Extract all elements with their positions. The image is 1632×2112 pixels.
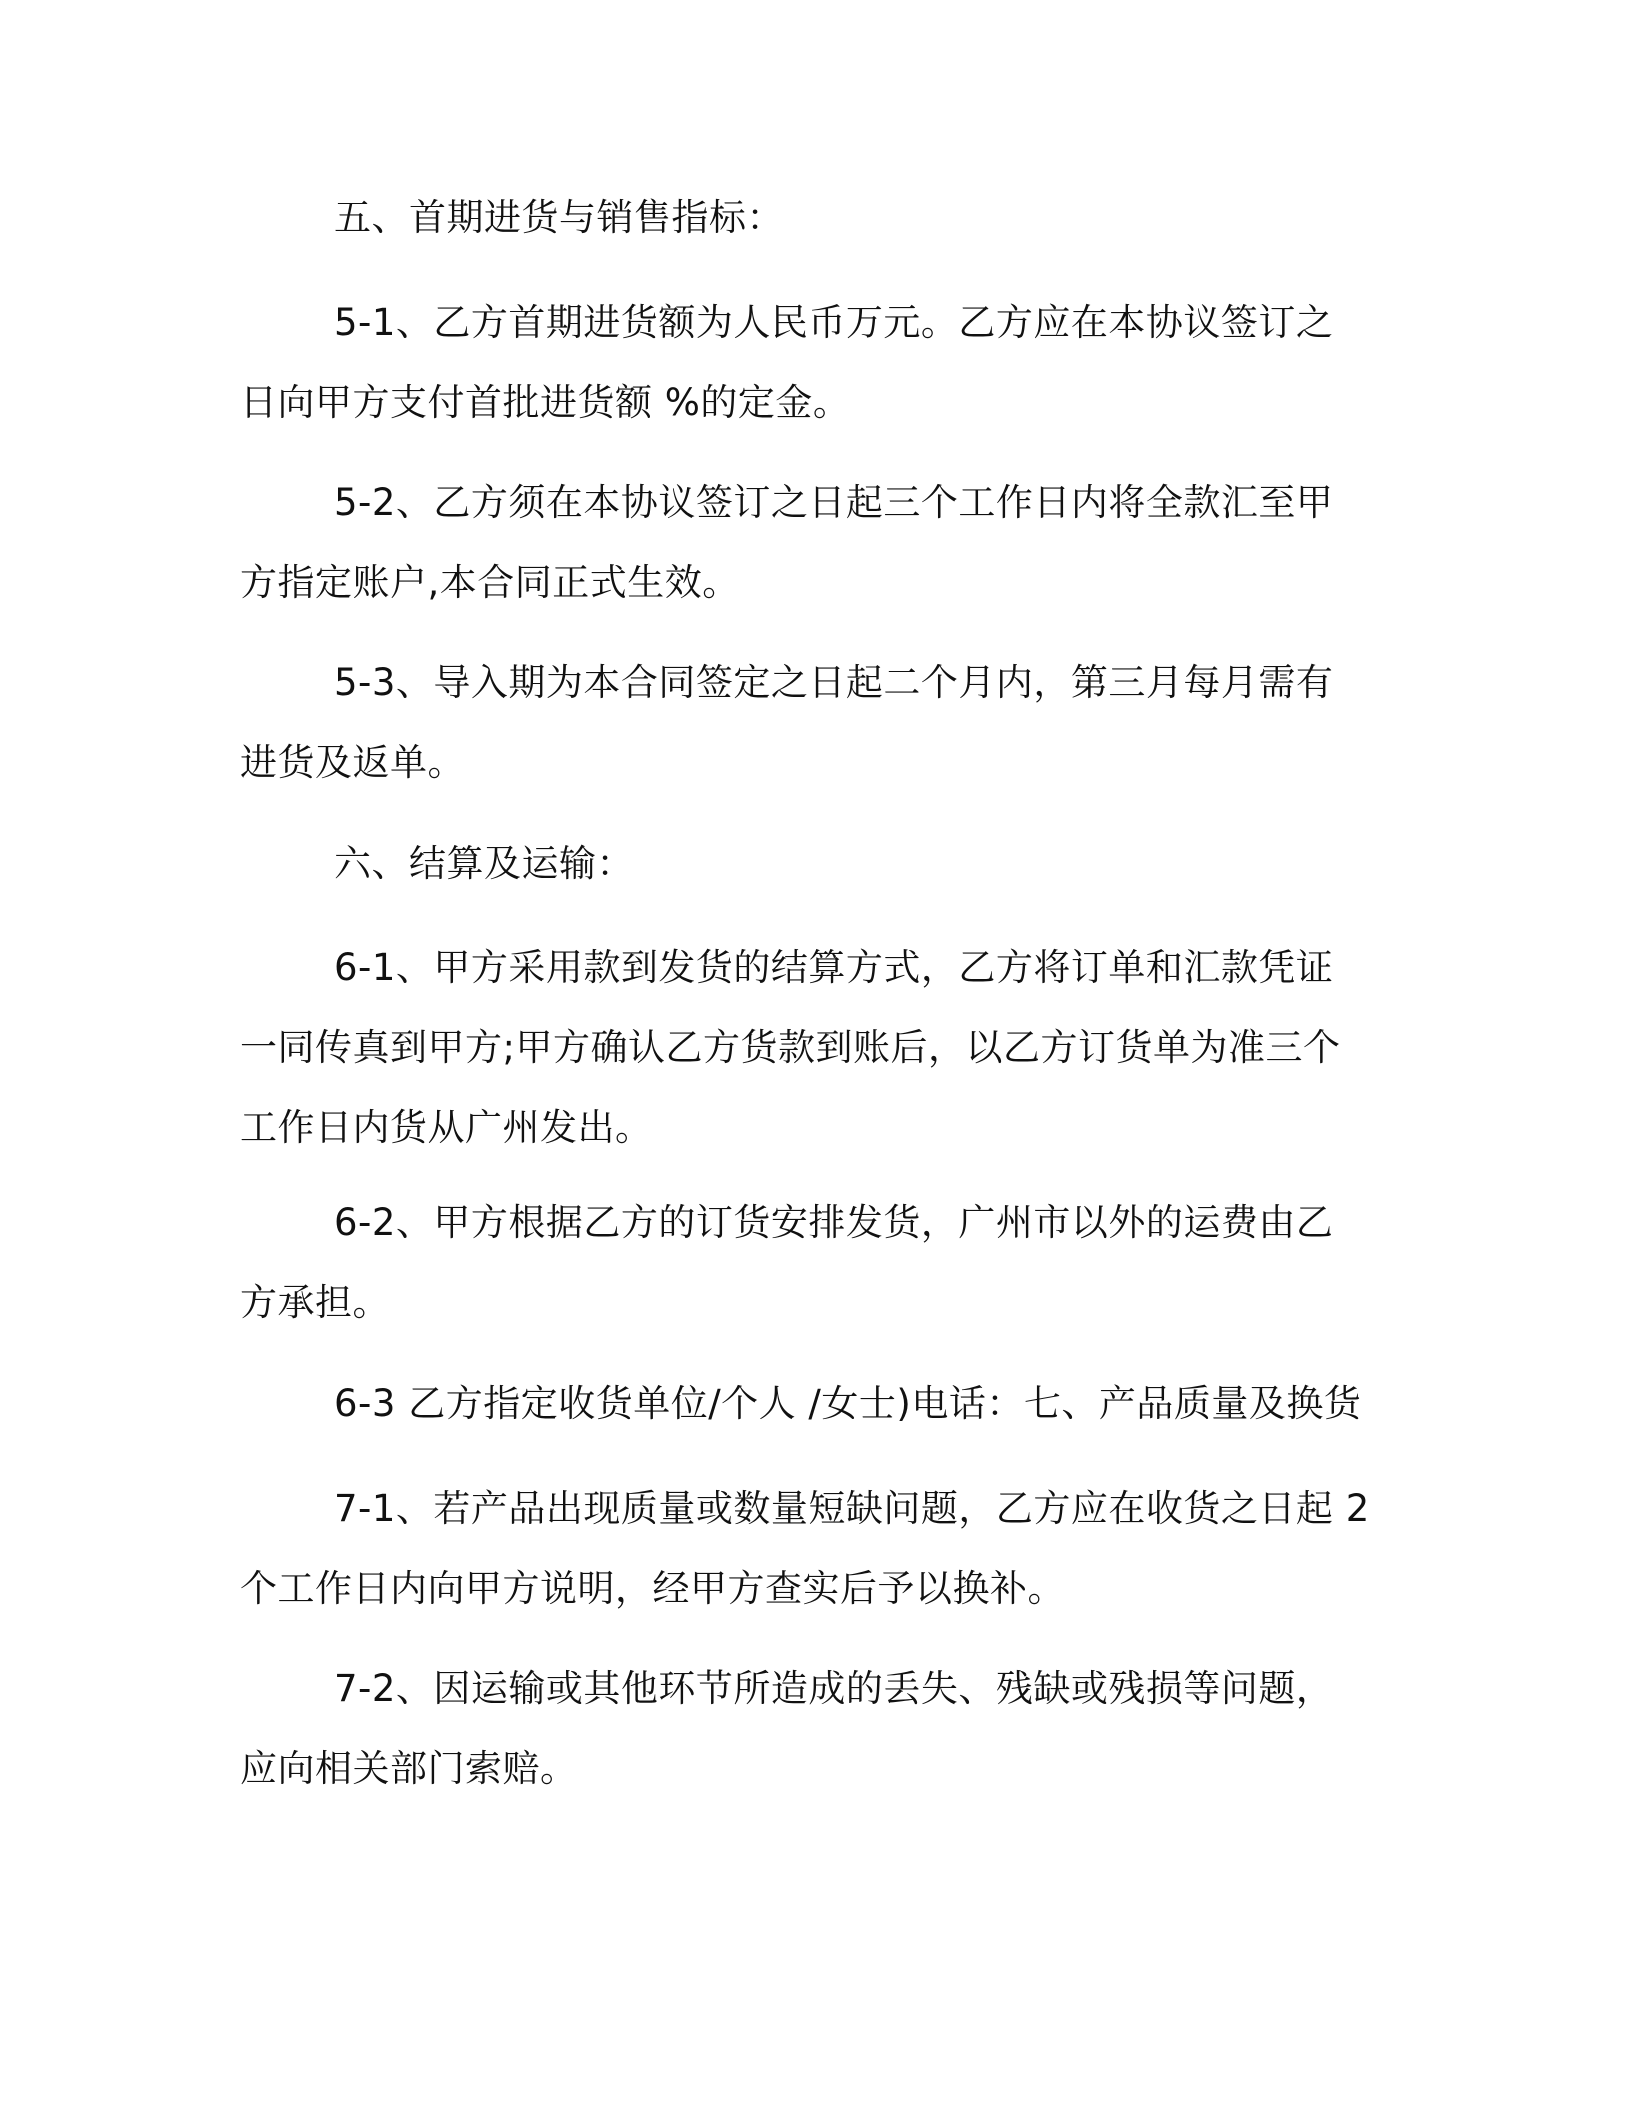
section-heading-6: 六、结算及运输： (334, 842, 634, 885)
clause-6-3: 6-3 乙方指定收货单位/个人 /女士)电话：七、产品质量及换货 (334, 1382, 1362, 1425)
clause-5-1: 5-1、乙方首期进货额为人民币万元。乙方应在本协议签订之日向甲方支付首批进货额 %的定金。 (240, 301, 1334, 424)
section-heading-5: 五、首期进货与销售指标： (334, 196, 784, 239)
clause-7-1: 7-1、若产品出现质量或数量短缺问题，乙方应在收货之日起 2个工作日内向甲方说明，经甲方查实后予以换补。 (240, 1487, 1370, 1610)
clause-7-2: 7-2、因运输或其他环节所造成的丢失、残缺或残损等问题，应向相关部门索赔。 (240, 1667, 1334, 1790)
clause-6-2: 6-2、甲方根据乙方的订货安排发货，广州市以外的运费由乙方承担。 (240, 1201, 1334, 1324)
clause-6-1: 6-1、甲方采用款到发货的结算方式，乙方将订单和汇款凭证一同传真到甲方;甲方确认乙方货款到账后，以乙方订货单为准三个工作日内货从广州发出。 (240, 946, 1341, 1149)
clause-5-3: 5-3、导入期为本合同签定之日起二个月内，第三月每月需有进货及返单。 (240, 661, 1334, 784)
clause-5-2: 5-2、乙方须在本协议签订之日起三个工作日内将全款汇至甲方指定账户,本合同正式生效。 (240, 481, 1334, 604)
